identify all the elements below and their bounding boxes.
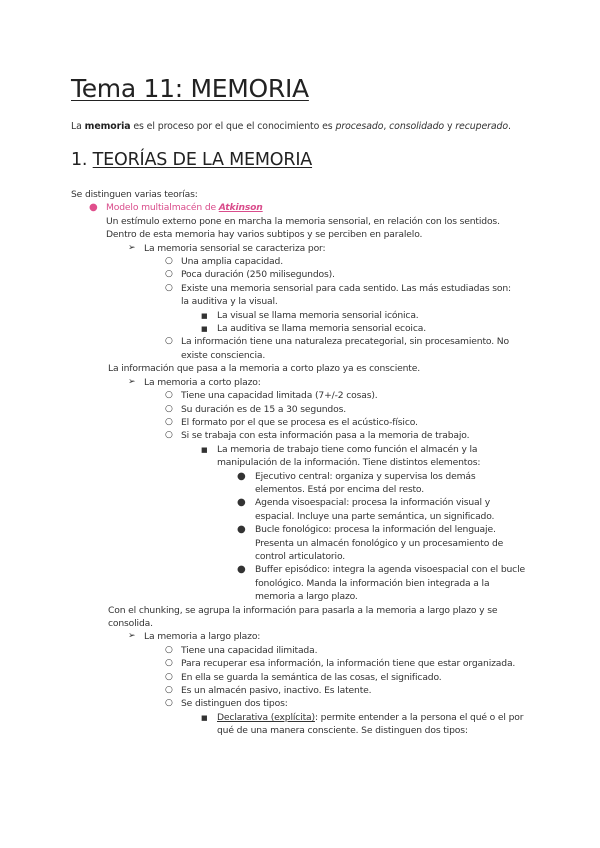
list-item <box>71 389 541 402</box>
list-item-declarativa <box>71 711 541 724</box>
paragraph-line <box>71 215 541 228</box>
list-item <box>71 697 541 710</box>
circle-bullet-icon: ○ <box>165 282 173 293</box>
model-author-link[interactable]: Atkinson <box>218 202 263 214</box>
line-text: La auditiva se llama memoria sensorial ecoica. <box>217 323 426 335</box>
intro-end: . <box>508 121 511 132</box>
intro-pre: La <box>71 121 85 132</box>
list-item <box>71 657 541 670</box>
list-item <box>71 671 541 684</box>
paragraph-line <box>71 617 541 630</box>
intro-sep-1: , <box>383 121 390 132</box>
list-item-continuation <box>71 724 541 737</box>
line-text: espacial. Incluye una parte semántica, un significado. <box>255 510 495 522</box>
line-text: La información que pasa a la memoria a corto plazo ya es consciente. <box>108 363 421 375</box>
arrow-bullet-icon: ➢ <box>128 631 136 642</box>
line-text: Si se trabaja con esta información pasa a la memoria de trabajo. <box>181 430 470 442</box>
list-item <box>71 268 541 281</box>
intro-term-recuperado: recuperado <box>455 121 509 132</box>
circle-bullet-icon: ○ <box>165 430 173 441</box>
paragraph-line <box>71 228 541 241</box>
list-item-continuation <box>71 483 541 496</box>
line-text: existe consciencia. <box>181 349 266 361</box>
arrow-bullet-icon: ➢ <box>128 376 136 387</box>
line-text: La memoria de trabajo tiene como función el almacén y la <box>217 443 478 455</box>
list-item <box>71 335 541 348</box>
line-text: Para recuperar esa información, la información tiene que estar organizada. <box>181 658 516 670</box>
line-text: El formato por el que se procesa es el acústico-físico. <box>181 416 418 428</box>
square-bullet-icon: ■ <box>201 713 208 722</box>
circle-bullet-icon: ○ <box>165 685 173 696</box>
circle-bullet-icon: ○ <box>165 416 173 427</box>
line-text: Una amplia capacidad. <box>181 256 283 268</box>
line-text: Bucle fonológico: procesa la información del lenguaje. <box>255 524 496 536</box>
line-text: Buffer episódico: integra la agenda visoespacial con el bucle <box>255 564 525 576</box>
bullet-dot-icon: ● <box>237 564 246 576</box>
line-text: La visual se llama memoria sensorial icónica. <box>217 309 419 321</box>
page-title: Tema 11: MEMORIA <box>71 74 309 103</box>
line-text: qué de una manera consciente. Se distinguen dos tipos: <box>217 725 468 737</box>
line-text: Presenta un almacén fonológico y un procesamiento de <box>255 537 504 549</box>
line-text: Agenda visoespacial: procesa la información visual y <box>255 497 490 509</box>
list-item <box>71 443 541 456</box>
list-item <box>71 188 541 201</box>
notes-body <box>71 188 541 738</box>
declarativa-label: Declarativa (explícita) <box>217 711 315 723</box>
circle-bullet-icon: ○ <box>165 269 173 280</box>
circle-bullet-icon: ○ <box>165 671 173 682</box>
line-text: Un estímulo externo pone en marcha la memoria sensorial, en relación con los sentidos. <box>106 215 500 227</box>
line-text: La memoria sensorial se caracteriza por: <box>144 242 326 254</box>
list-item-continuation <box>71 537 541 550</box>
list-item <box>71 644 541 657</box>
list-item <box>71 523 541 536</box>
line-text: Con el chunking, se agrupa la información para pasarla a la memoria a largo plazo y se <box>108 604 498 616</box>
list-item <box>71 684 541 697</box>
list-item <box>71 376 541 389</box>
line-text: elementos. Está por encima del resto. <box>255 483 425 495</box>
model-label: Modelo multialmacén de <box>106 202 219 214</box>
line-text: Tiene una capacidad ilimitada. <box>181 644 318 656</box>
list-item <box>71 496 541 509</box>
circle-bullet-icon: ○ <box>165 256 173 267</box>
list-item <box>71 282 541 295</box>
line-text: Poca duración (250 milisegundos). <box>181 269 335 281</box>
line-text: La información tiene una naturaleza precategorial, sin procesamiento. No <box>181 336 509 348</box>
list-item <box>71 242 541 255</box>
bullet-dot-icon: ● <box>237 470 246 482</box>
intro-term-procesado: procesado <box>335 121 384 132</box>
line-text: manipulación de la información. Tiene distintos elementos: <box>217 457 481 469</box>
line-text: la auditiva y la visual. <box>181 296 278 308</box>
bullet-dot-icon: ● <box>237 497 246 509</box>
line-text: La memoria a largo plazo: <box>144 631 261 643</box>
paragraph-line <box>71 362 541 375</box>
line-text: Es un almacén pasivo, inactivo. Es latente. <box>181 685 372 697</box>
bullet-dot-icon: ● <box>89 202 98 214</box>
intro-paragraph <box>71 121 541 132</box>
section-title: TEORÍAS DE LA MEMORIA <box>92 150 313 170</box>
line-text: En ella se guarda la semántica de las cosas, el significado. <box>181 671 442 683</box>
arrow-bullet-icon: ➢ <box>128 242 136 253</box>
list-item <box>71 309 541 322</box>
line-text: consolida. <box>108 618 153 629</box>
bullet-dot-icon: ● <box>237 524 246 536</box>
list-item <box>71 322 541 335</box>
list-item <box>71 563 541 576</box>
paragraph-line <box>71 604 541 617</box>
line-text: Ejecutivo central: organiza y supervisa los demás <box>255 470 476 482</box>
intro-mid: es el proceso por el que el conocimiento es <box>130 121 336 132</box>
circle-bullet-icon: ○ <box>165 390 173 401</box>
square-bullet-icon: ■ <box>201 325 208 334</box>
intro-keyword: memoria <box>84 121 131 132</box>
list-item-model <box>71 201 541 214</box>
line-text: La memoria a corto plazo: <box>144 376 261 388</box>
line-text: Dentro de esta memoria hay varios subtipos y se perciben en paralelo. <box>106 229 423 241</box>
section-number: 1. <box>71 150 93 170</box>
list-item <box>71 416 541 429</box>
list-item-continuation <box>71 349 541 362</box>
list-item-continuation <box>71 550 541 563</box>
circle-bullet-icon: ○ <box>165 698 173 709</box>
list-item-continuation <box>71 510 541 523</box>
list-item <box>71 255 541 268</box>
line-text: Su duración es de 15 a 30 segundos. <box>181 403 346 415</box>
line-text: Se distinguen dos tipos: <box>181 698 288 710</box>
square-bullet-icon: ■ <box>201 311 208 320</box>
list-item-continuation <box>71 295 541 308</box>
line-text: Se distinguen varias teorías: <box>71 189 198 200</box>
list-item-continuation <box>71 456 541 469</box>
line-text: Tiene una capacidad limitada (7+/-2 cosas). <box>181 390 378 402</box>
line-text: memoria a largo plazo. <box>255 591 358 603</box>
list-item <box>71 470 541 483</box>
circle-bullet-icon: ○ <box>165 644 173 655</box>
line-text: control articulatorio. <box>255 550 346 562</box>
line-text: : permite entender a la persona el qué o el por <box>314 711 524 723</box>
line-text: Existe una memoria sensorial para cada sentido. Las más estudiadas son: <box>181 282 511 294</box>
intro-term-consolidado: consolidado <box>389 121 445 132</box>
line-text: fonológico. Manda la información bien integrada a la <box>255 577 490 589</box>
list-item <box>71 630 541 643</box>
list-item <box>71 429 541 442</box>
circle-bullet-icon: ○ <box>165 658 173 669</box>
square-bullet-icon: ■ <box>201 445 208 454</box>
circle-bullet-icon: ○ <box>165 403 173 414</box>
list-item-continuation <box>71 577 541 590</box>
list-item-continuation <box>71 590 541 603</box>
section-heading <box>71 150 312 170</box>
list-item <box>71 403 541 416</box>
intro-sep-2: y <box>444 121 456 132</box>
circle-bullet-icon: ○ <box>165 336 173 347</box>
